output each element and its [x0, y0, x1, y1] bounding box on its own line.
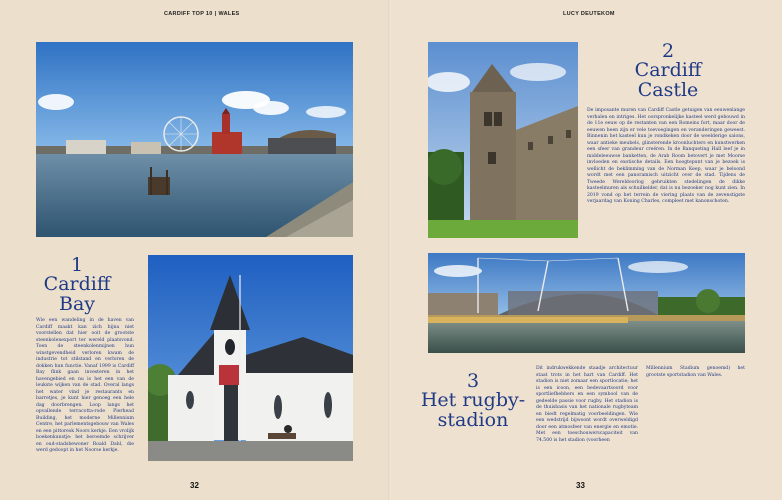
section-3-title-line1: Het rugby-	[420, 389, 526, 412]
section-2-heading	[609, 42, 727, 100]
cardiff-castle-photo	[428, 42, 578, 238]
right-page	[391, 0, 782, 500]
section-1-body: Wie een wandeling in de haven van Cardiff maakt kan zich bijna niet voorstellen dat hier ooit de grootste steenkolenexport ter wereld plaatsvond. Toen de steenkolenmijnen hun winstgevendheid verloren kwam de industrie tot stilstand en verloren de dokken hun functie. Vanaf 1999 is Cardiff Bay flink gaan investeren in het havengebied en nu is het een van de leukste wijken van de stad. Overal langs het water vind je restaurants en barretjes, je kunt hier genoeg een hele dag doorbrengen. Loop langs het opvallende terracotta-rode Pierhead Building, het moderne Millennium Centre, het parlementsgebouw van Wales en een pittoresk Noors kerkje. Een vrolijk boekenkunstje: het beroemde schrijver en oud-stadsbewoner Roald Dahl, die werd gedoopt in het Noorse kerkje.	[36, 318, 134, 453]
page-number-left: 32	[190, 481, 199, 490]
section-1-title-line2: Bay	[58, 292, 96, 315]
section-3-number: 3	[466, 370, 480, 392]
running-head-right: LUCY DEUTEKOM	[563, 11, 615, 17]
norwegian-church-photo	[148, 255, 353, 461]
section-3-body-col2: Millennium Stadium genoemd) het grootste sportstadion van Wales.	[646, 366, 745, 378]
section-3-body-col1: Dit indrukwekkende staadje architectuur staat trots in het hart van Cardiff. Het stadion is niet zomaar een sportlocatie; het is een icoon, een bedevaartsoord voor sportliefhebbers en een symbool van de gedeelde passie voor rugby. Het stadion is de thuisbasis van het nationale rugbyteam en biedt regelmatig voorbeeldingen. Wie een wedstrijd bijwoont wordt overweldigd door een atmosfeer van energie en emotie. Met een toeschouwerscapaciteit van 74.500 is het stadion (voorheen	[536, 366, 638, 443]
section-3-title-line2: stadion	[437, 408, 509, 431]
section-2-number: 2	[661, 40, 675, 62]
left-page	[0, 0, 390, 500]
section-1-title-line1: Cardiff	[43, 273, 111, 296]
section-2-title-line2: Castle	[637, 78, 699, 101]
rugby-stadium-photo	[428, 253, 745, 353]
section-1-heading	[30, 256, 124, 314]
series-name: CARDIFF TOP 10	[164, 11, 213, 17]
page-number-right: 33	[576, 481, 585, 490]
region-name: WALES	[218, 11, 240, 17]
section-2-body: De imposante muren van Cardiff Castle getuigen van eeuwenlange verhalen en intriges. Het oorspronkelijke kasteel werd gebouwd in de 11e eeuw op de restanten van een Romeins fort, maar door de eeuwen heen zijn er vele toevoegingen en veranderingen geweest. Binnenin het kasteel kun je rondkeken door de weelderige salons, waar antieke meubels, glinsterende kroonluchters en kunstwerken een sfeer van grandeur creëren. In de Banqueting Hall leef je in middeleeuwse banketten, de Arab Room betovert je met Moorse invloeden en exotische details. Een hoogtepunt van je bezoek is wellicht de beklimming van de Norman Keep, waar je beloond wordt met een panoramisch uitzicht over de stad. Tijdens de Tweede Wereldoorlog gebruikten stedelingen de dikke kasteelmuren als schuilkelder, dat is nu bezoeker nog kunt zien. In 2019 vond op het terrein de viering plaats van de zevenstigste verjaardag van Koning Charles, compleet met kanonschoten.	[587, 108, 745, 204]
section-3-heading	[418, 372, 528, 430]
section-1-number: 1	[70, 254, 84, 276]
running-head-left: CARDIFF TOP 10 | WALES	[164, 11, 240, 17]
section-2-title-line1: Cardiff	[634, 59, 702, 82]
cardiff-bay-photo	[36, 42, 353, 237]
